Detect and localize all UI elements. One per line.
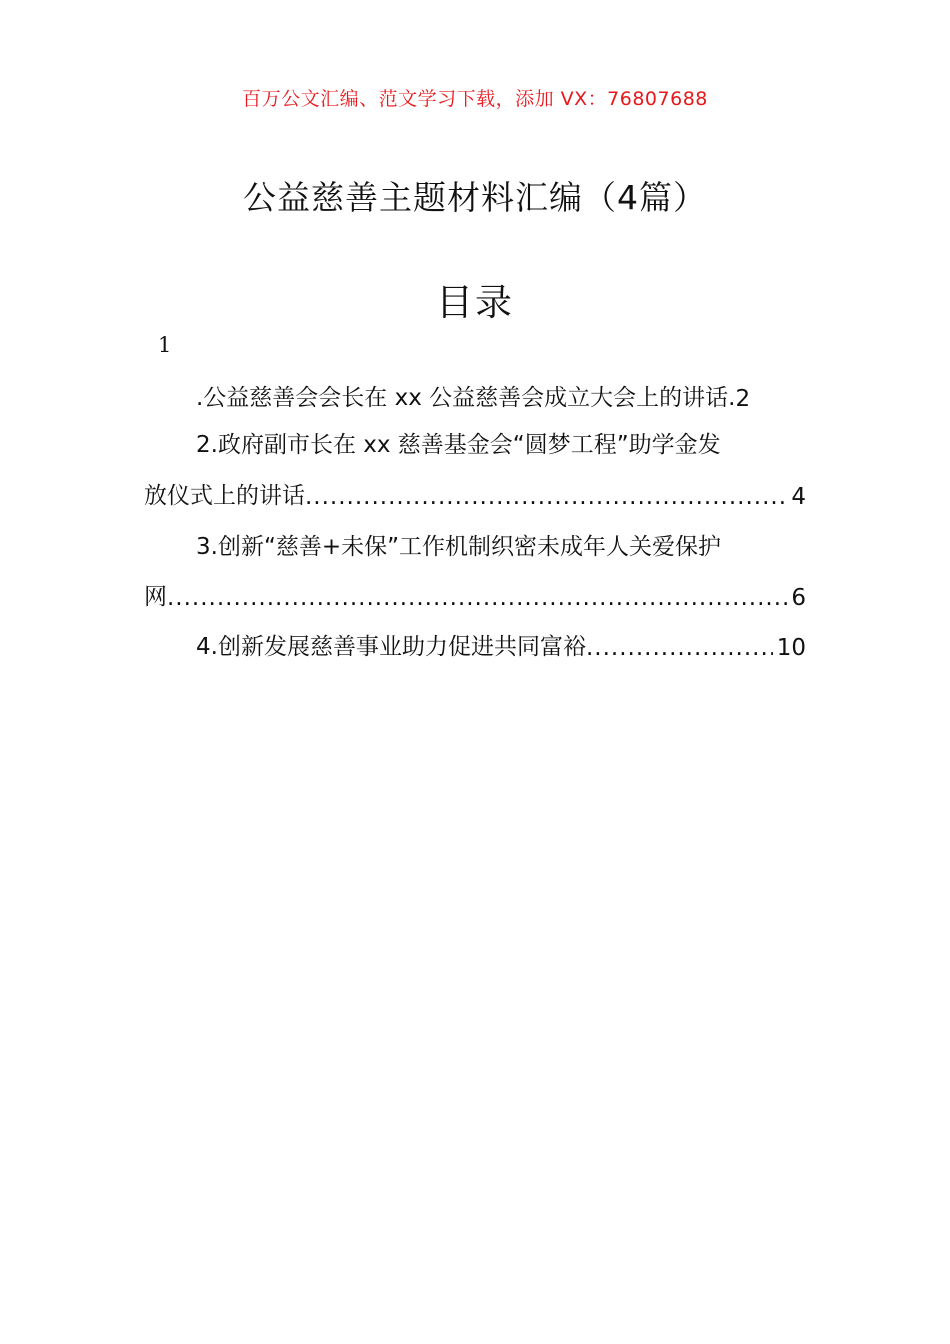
toc-entry-page: 4 bbox=[791, 484, 806, 510]
page-number: 1 bbox=[158, 333, 172, 357]
toc-leader-dots bbox=[586, 635, 773, 661]
toc-entry-4[interactable] bbox=[144, 625, 806, 661]
toc-leader-dots bbox=[305, 484, 787, 510]
toc-entry-2-line2[interactable] bbox=[144, 474, 806, 510]
document-title: 公益慈善主题材料汇编（4篇） bbox=[243, 178, 707, 217]
toc-entry-title: 4.创新发展慈善事业助力促进共同富裕 bbox=[196, 634, 586, 660]
toc-entry-3-line2[interactable] bbox=[144, 575, 806, 611]
toc-entry-2-line1[interactable] bbox=[144, 423, 806, 459]
watermark-banner: 百万公文汇编、范文学习下载，添加 VX：76807688 bbox=[242, 88, 708, 110]
toc-entry-title: 3.创新“慈善+未保”工作机制织密未成年人关爱保护 bbox=[196, 534, 722, 560]
toc-entry-page: 2 bbox=[735, 386, 751, 412]
toc-entry-title-cont: 放仪式上的讲话 bbox=[144, 483, 305, 509]
toc-heading: 目录 bbox=[436, 281, 514, 324]
toc-entry-page: 6 bbox=[791, 585, 806, 611]
toc-entry-title: 2.政府副市长在 xx 慈善基金会“圆梦工程”助学金发 bbox=[196, 432, 721, 458]
toc-entry-3-line1[interactable] bbox=[144, 525, 806, 561]
toc-entry-title: .公益慈善会会长在 xx 公益慈善会成立大会上的讲话. bbox=[196, 385, 736, 411]
toc-entry-page: 10 bbox=[776, 635, 806, 661]
toc-entry-title-cont: 网 bbox=[144, 584, 167, 610]
toc-leader-dots bbox=[167, 585, 787, 611]
toc-entry-1[interactable] bbox=[144, 376, 806, 412]
